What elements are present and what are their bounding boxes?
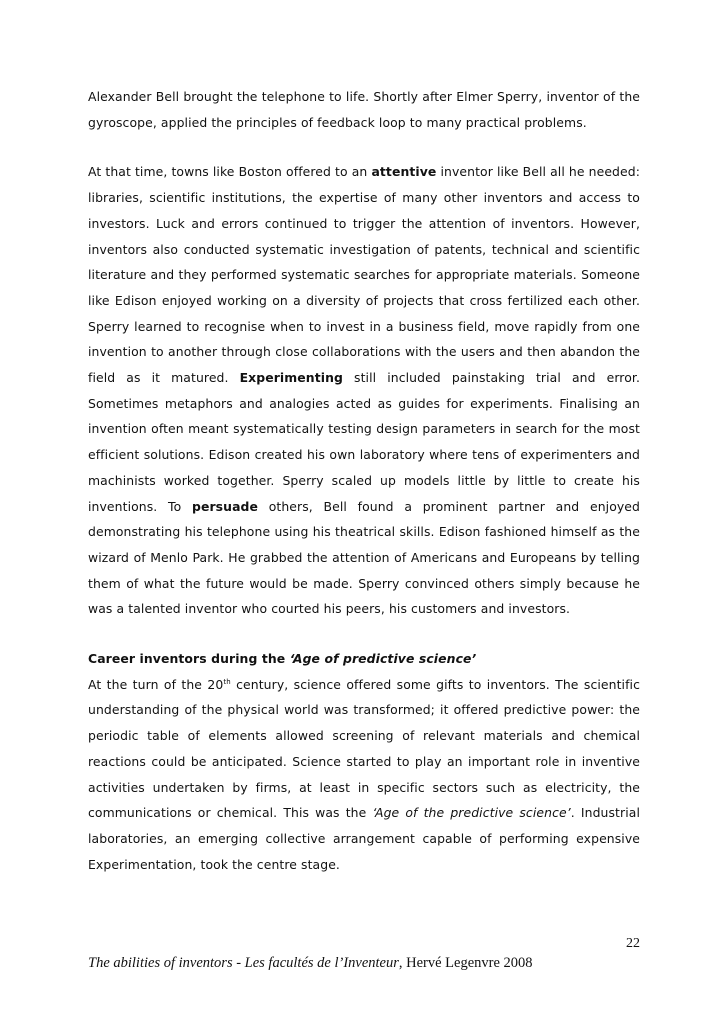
text-run: century, science offered some gifts to inventors. The scientific understanding of the physical world was transformed; it offered predictive power: the periodic table of elements allowed screening of relevant materials and chemical reactions could be anticipated. Science started to play an important role in inventive activities undertaken by firms, at least in specific sectors such as electricity, the communications or chemical. This was the [88, 676, 640, 821]
bold-term-attentive: attentive [371, 164, 437, 180]
section-heading [88, 646, 640, 672]
paragraph-bell-sperry: Alexander Bell brought the telephone to life. Shortly after Elmer Sperry, inventor of the gyroscope, applied the principles of feedback loop to many practical problems. [88, 89, 640, 130]
heading-text: Career inventors during the [88, 651, 290, 667]
paragraph-predictive-science [88, 672, 640, 878]
text-run: still included painstaking trial and error. Sometimes metaphors and analogies acted as guides for experiments. Finalising an invention often meant systematically testing design parameters in search for the most efficient solutions. Edison created his own laboratory where tens of experimenters and machinists worked together. Sperry scaled up models little by little to create his inventions. To [88, 370, 640, 514]
footer-author: , Hervé Legenvre 2008 [398, 955, 533, 971]
body-text [88, 84, 640, 877]
bold-term-persuade: persuade [191, 498, 258, 514]
superscript-th: th [223, 677, 231, 686]
text-run: At the turn of the 20 [88, 676, 224, 692]
text-run: At that time, towns like Boston offered to an [88, 164, 372, 180]
footer-title: The abilities of inventors - Les facultés de l’Inventeur [88, 955, 399, 971]
bold-term-experimenting: Experimenting [239, 370, 343, 386]
page-number: 22 [626, 936, 640, 951]
text-run: inventor like Bell all he needed: libraries, scientific institutions, the expertise of many other inventors and access to investors. Luck and errors continued to trigger the attention of inventors. However, inventors also conducted systematic investigation of patents, technical and scientific literature and they performed systematic searches for appropriate materials. Someone like Edison enjoyed working on a diversity of projects that cross fertilized each other. Sperry learned to recognise when to invest in a business field, move rapidly from one invention to another through close collaborations with the users and then abandon the field as it matured. [88, 164, 640, 386]
paragraph-inventor-abilities [88, 159, 640, 622]
page-footer [88, 955, 533, 972]
italic-phrase: ‘Age of the predictive science’ [372, 805, 571, 821]
heading-italic: ‘Age of predictive science’ [289, 651, 477, 667]
paragraph-gap [88, 622, 640, 646]
text-run: . Industrial laboratories, an emerging collective arrangement capable of performing expensive Experimentation, took the centre stage. [88, 805, 640, 872]
paragraph-gap [88, 135, 640, 159]
text-run: others, Bell found a prominent partner and enjoyed demonstrating his telephone using his theatrical skills. Edison fashioned himself as the wizard of Menlo Park. He grabbed the attention of Americans and Europeans by telling them of what the future would be made. Sperry convinced others simply because he was a talented inventor who courted his peers, his customers and investors. [88, 498, 640, 617]
